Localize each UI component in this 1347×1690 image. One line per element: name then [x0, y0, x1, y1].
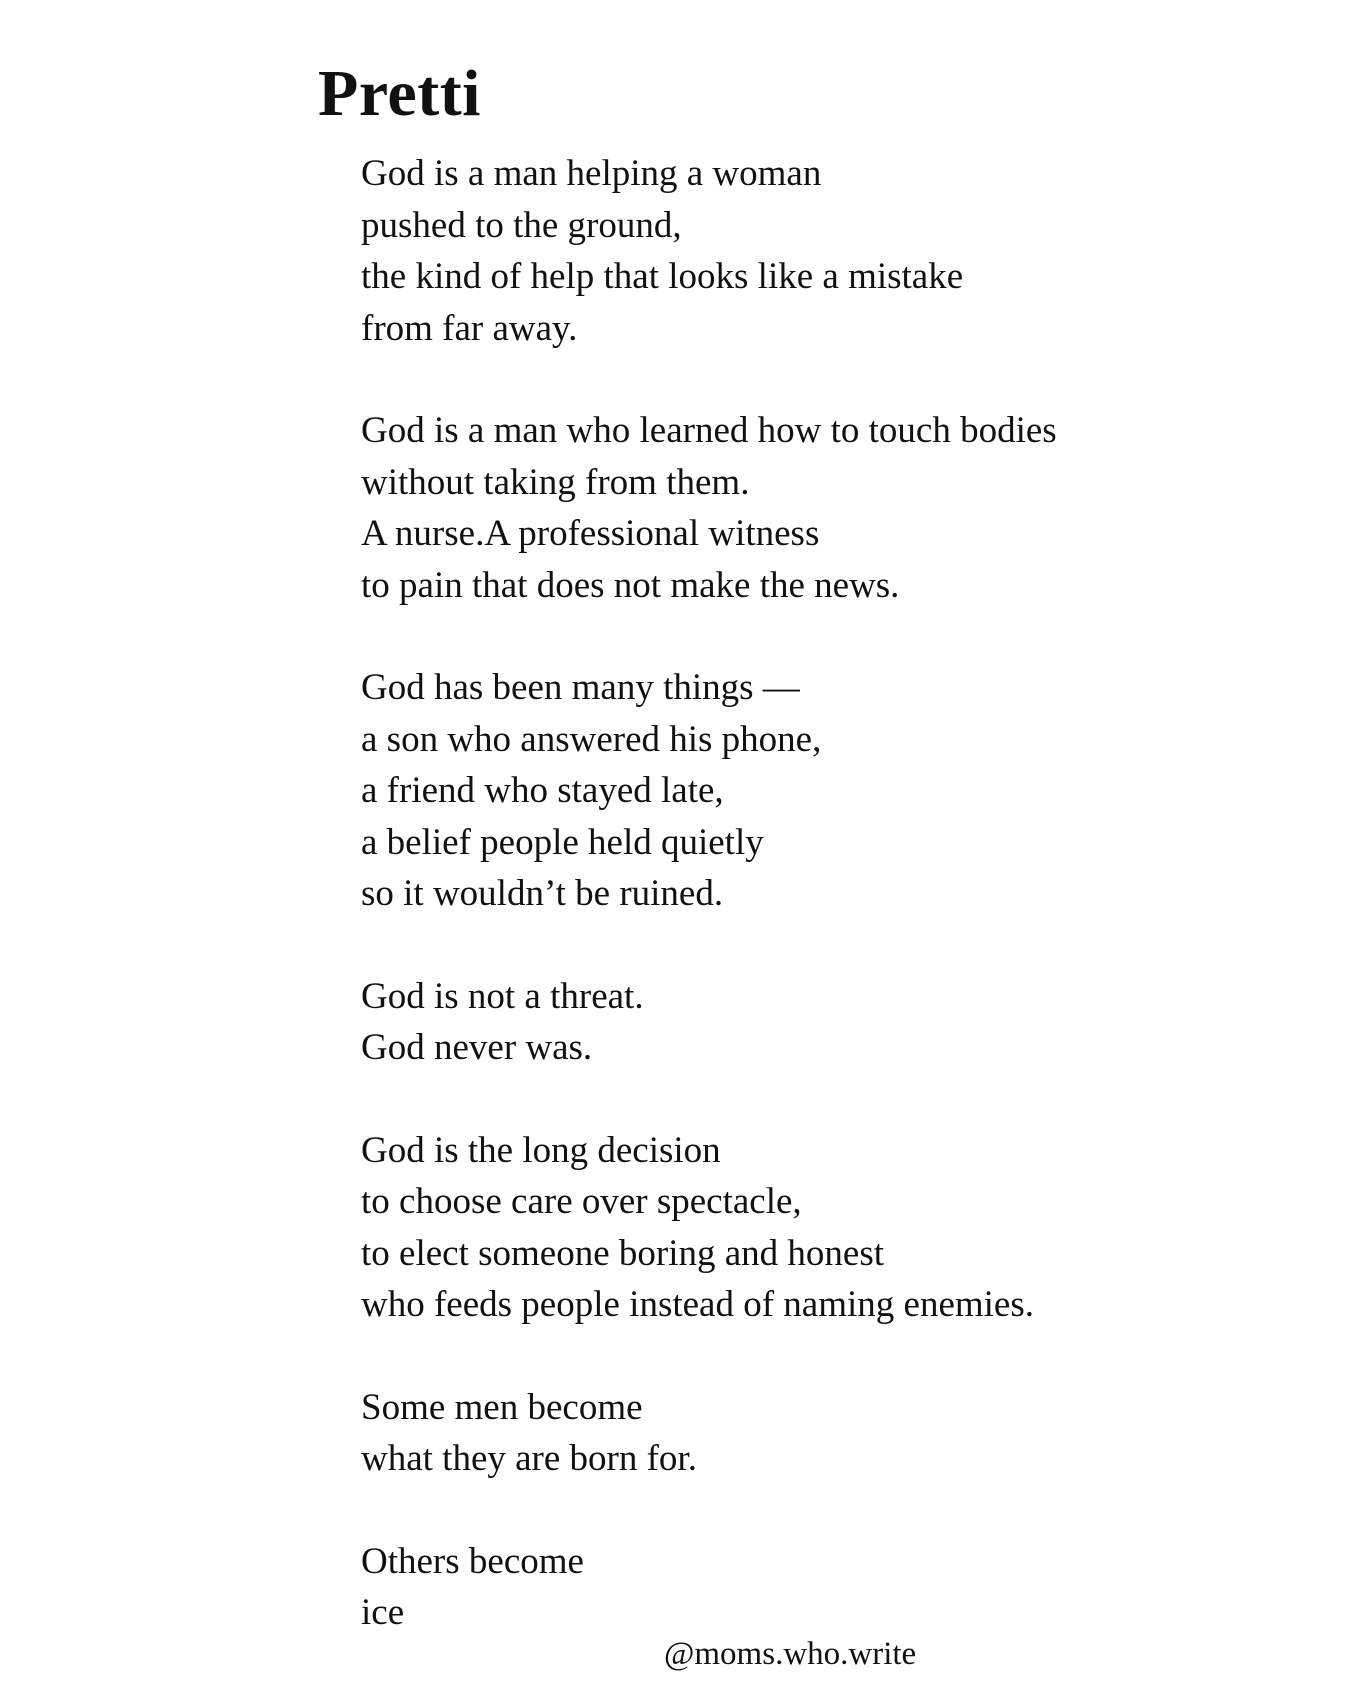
poem-line: God never was. [361, 1027, 593, 1068]
stanza [361, 971, 1261, 1074]
poem-line: a belief people held quietly [361, 821, 764, 863]
poem-line: God is a man who learned how to touch bodies [361, 410, 1057, 451]
poem-line: who feeds people instead of naming enemies. [361, 1284, 1034, 1325]
stanza [361, 1536, 1261, 1639]
poem-line: Some men become [361, 1386, 643, 1428]
poem-title: Pretti [318, 57, 482, 130]
stanza [361, 1382, 1261, 1485]
poem-line: a son who answered his phone, [361, 718, 822, 760]
poem-line: to choose care over spectacle, [361, 1181, 802, 1222]
stanza [361, 148, 1261, 354]
poem-line: the kind of help that looks like a mistake [361, 256, 964, 297]
poem-line: to elect someone boring and honest [361, 1232, 885, 1274]
poem-line: A nurse.A professional witness [361, 513, 820, 554]
poem-line: to pain that does not make the news. [361, 564, 900, 606]
poem-line: pushed to the ground, [361, 204, 682, 246]
poem-line: what they are born for. [361, 1438, 697, 1479]
poem-line: God is the long decision [361, 1129, 721, 1171]
poem-body [361, 148, 1261, 1690]
poem-line: God is not a threat. [361, 975, 644, 1017]
poem-line: without taking from them. [361, 461, 750, 503]
poem-line: from far away. [361, 307, 578, 349]
poem-line: God has been many things — [361, 667, 800, 708]
poem-line: God is a man helping a woman [361, 153, 822, 194]
poem-line: ice [361, 1592, 405, 1633]
poem-line: so it wouldn’t be ruined. [361, 873, 724, 914]
stanza [361, 662, 1261, 920]
author-handle: @moms.who.write [664, 1636, 917, 1672]
poem-line: Others become [361, 1540, 584, 1582]
poem-line: a friend who stayed late, [361, 770, 724, 811]
stanza [361, 1125, 1261, 1331]
stanza [361, 405, 1261, 611]
